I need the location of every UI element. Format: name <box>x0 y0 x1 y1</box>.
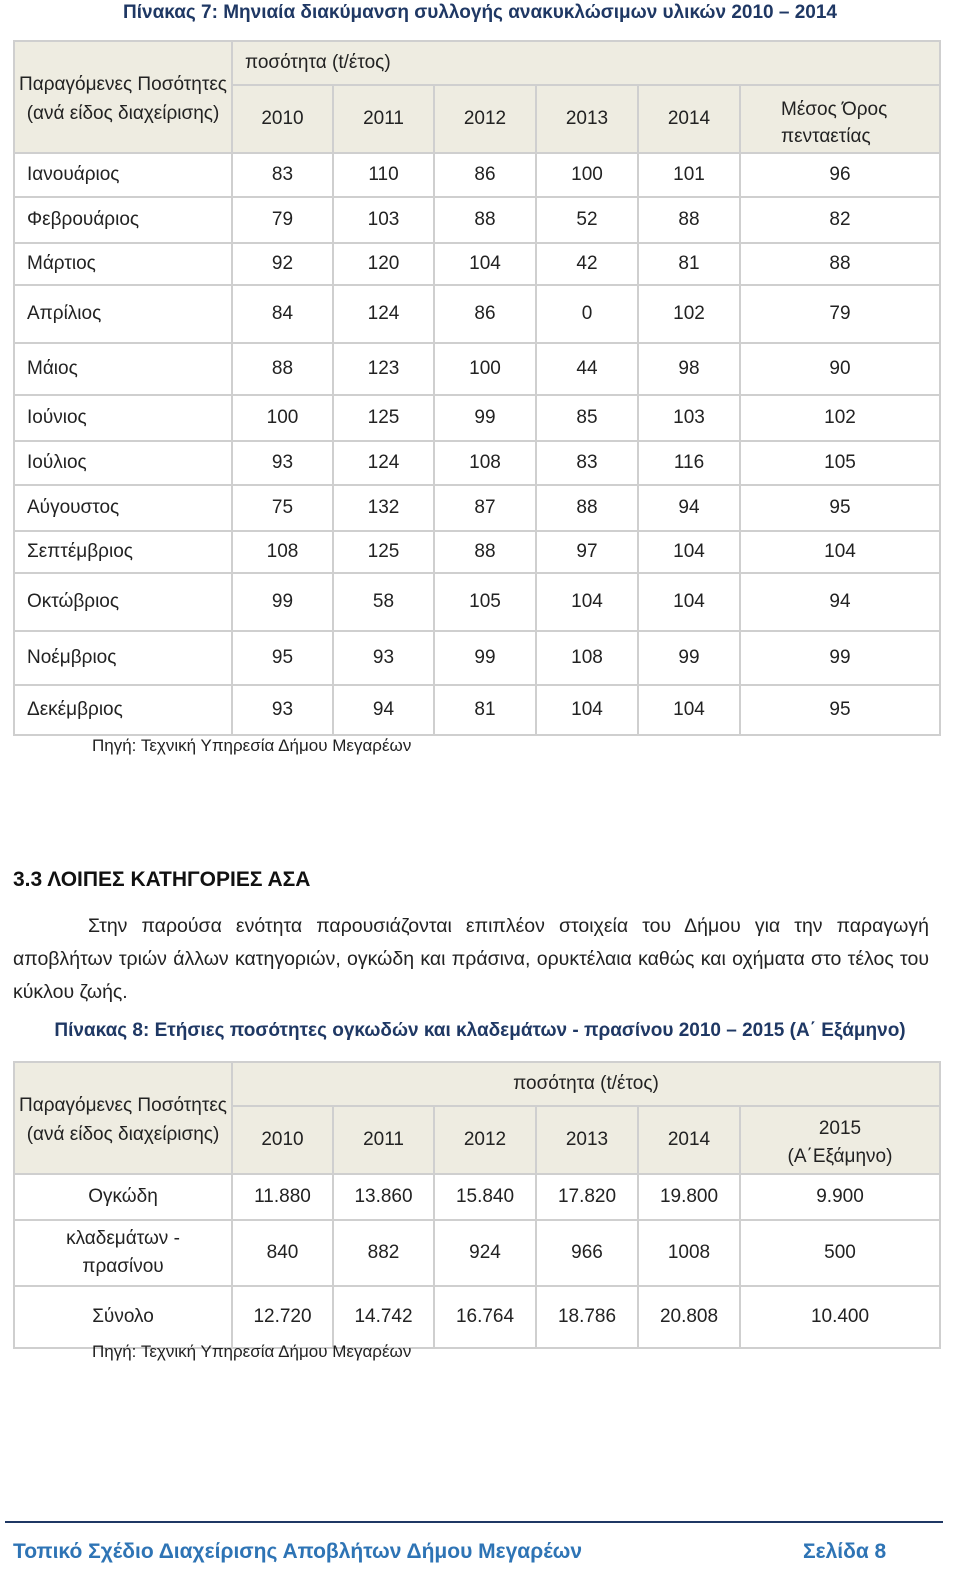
table7-value-cell: 95 <box>232 631 333 685</box>
table7-value-cell: 108 <box>434 441 536 485</box>
table7-row <box>14 485 940 531</box>
footer-page-number: Σελίδα 8 <box>803 1540 887 1563</box>
table7-month-cell: Σεπτέμβριος <box>14 531 232 573</box>
table7-row <box>14 343 940 395</box>
table8-value-cell: 9.900 <box>740 1174 940 1220</box>
table7-value-cell: 104 <box>536 573 638 631</box>
table8-year-header: 2012 <box>434 1106 536 1174</box>
table8-year-header: 2013 <box>536 1106 638 1174</box>
table7-value-cell: 86 <box>434 153 536 197</box>
table8-row <box>14 1174 940 1220</box>
table8-bulky-green-waste <box>13 1061 941 1349</box>
table7-value-cell: 88 <box>536 485 638 531</box>
table7-value-cell: 103 <box>638 395 740 441</box>
table7-value-cell: 102 <box>740 395 940 441</box>
table8-year-header: 2014 <box>638 1106 740 1174</box>
table7-value-cell: 88 <box>434 197 536 243</box>
table7-value-cell: 95 <box>740 485 940 531</box>
table7-value-cell: 81 <box>434 685 536 735</box>
table7-month-cell: Απρίλιος <box>14 285 232 343</box>
table7-row <box>14 685 940 735</box>
table7-month-cell: Δεκέμβριος <box>14 685 232 735</box>
table7-value-cell: 104 <box>638 531 740 573</box>
table7-value-cell: 95 <box>740 685 940 735</box>
table7-row <box>14 197 940 243</box>
table7-value-cell: 87 <box>434 485 536 531</box>
table7-value-cell: 132 <box>333 485 434 531</box>
table7-value-cell: 88 <box>638 197 740 243</box>
table7-value-cell: 86 <box>434 285 536 343</box>
table8-row-header: Παραγόμενες Ποσότητες (ανά είδος διαχείρισης) <box>14 1062 232 1174</box>
table8-value-cell: 10.400 <box>740 1286 940 1348</box>
table7-value-cell: 104 <box>434 243 536 285</box>
table8-year-header: 2015 (Α΄Εξάμηνο) <box>740 1106 940 1174</box>
table7-row <box>14 573 940 631</box>
table8-value-cell: 18.786 <box>536 1286 638 1348</box>
table7-value-cell: 105 <box>434 573 536 631</box>
table8-row <box>14 1286 940 1348</box>
table7-value-cell: 90 <box>740 343 940 395</box>
table7-value-cell: 120 <box>333 243 434 285</box>
table7-row <box>14 153 940 197</box>
table7-year-header: 2014 <box>638 85 740 153</box>
table8-value-cell: 16.764 <box>434 1286 536 1348</box>
table8-year-header: 2010 <box>232 1106 333 1174</box>
table8-value-cell: 500 <box>740 1220 940 1286</box>
table7-value-cell: 92 <box>232 243 333 285</box>
table7-value-cell: 79 <box>232 197 333 243</box>
table7-quantity-label: ποσότητα (t/έτος) <box>232 41 940 85</box>
table8-value-cell: 882 <box>333 1220 434 1286</box>
table8-caption: Πίνακας 8: Ετήσιες ποσότητες ογκωδών και κλαδεμάτων - πρασίνου 2010 – 2015 (Α΄ Εξάμηνο) <box>54 1020 906 1041</box>
table7-month-cell: Ιούλιος <box>14 441 232 485</box>
table8-quantity-label: ποσότητα (t/έτος) <box>232 1062 940 1106</box>
table8-value-cell: 1008 <box>638 1220 740 1286</box>
table7-year-header: 2011 <box>333 85 434 153</box>
table7-value-cell: 75 <box>232 485 333 531</box>
table8-value-cell: 840 <box>232 1220 333 1286</box>
table7-value-cell: 124 <box>333 441 434 485</box>
table7-value-cell: 116 <box>638 441 740 485</box>
table7-value-cell: 104 <box>638 685 740 735</box>
table8-value-cell: 924 <box>434 1220 536 1286</box>
table7-value-cell: 93 <box>232 441 333 485</box>
table7-value-cell: 97 <box>536 531 638 573</box>
table7-value-cell: 108 <box>536 631 638 685</box>
table7-value-cell: 100 <box>232 395 333 441</box>
table7-month-cell: Ιούνιος <box>14 395 232 441</box>
table7-row <box>14 441 940 485</box>
table8-label-cell: Ογκώδη <box>14 1174 232 1220</box>
table7-value-cell: 108 <box>232 531 333 573</box>
table7-row <box>14 631 940 685</box>
table7-value-cell: 100 <box>434 343 536 395</box>
table7-value-cell: 125 <box>333 395 434 441</box>
table7-value-cell: 84 <box>232 285 333 343</box>
table8-value-cell: 14.742 <box>333 1286 434 1348</box>
table8-year-header: 2011 <box>333 1106 434 1174</box>
table7-value-cell: 94 <box>740 573 940 631</box>
table7-month-cell: Νοέμβριος <box>14 631 232 685</box>
footer-document-title: Τοπικό Σχέδιο Διαχείρισης Αποβλήτων Δήμου Μεγαρέων <box>13 1540 583 1563</box>
table7-month-cell: Μάιος <box>14 343 232 395</box>
table7-monthly-recycling <box>13 40 941 736</box>
table7-value-cell: 52 <box>536 197 638 243</box>
table7-row <box>14 395 940 441</box>
table7-value-cell: 104 <box>638 573 740 631</box>
table7-value-cell: 110 <box>333 153 434 197</box>
table7-value-cell: 83 <box>536 441 638 485</box>
table7-value-cell: 99 <box>434 631 536 685</box>
table7-value-cell: 104 <box>536 685 638 735</box>
table7-value-cell: 103 <box>333 197 434 243</box>
table7-value-cell: 85 <box>536 395 638 441</box>
section-title: 3.3 ΛΟΙΠΕΣ ΚΑΤΗΓΟΡΙΕΣ ΑΣΑ <box>13 868 311 891</box>
table7-value-cell: 82 <box>740 197 940 243</box>
section-paragraph-text: Στην παρούσα ενότητα παρουσιάζονται επιπλέον στοιχεία του Δήμου για την παραγωγή αποβλήτων τριών άλλων κατηγοριών, ογκώδη και πράσινα, ορυκτέλαια καθώς και οχήματα στο τέλος του κύκλου ζωής. <box>13 915 929 1003</box>
table7-value-cell: 79 <box>740 285 940 343</box>
table8-value-cell: 12.720 <box>232 1286 333 1348</box>
table8-label-cell: Σύνολο <box>14 1286 232 1348</box>
table7-value-cell: 88 <box>434 531 536 573</box>
table8-value-cell: 15.840 <box>434 1174 536 1220</box>
table7-value-cell: 94 <box>333 685 434 735</box>
table7-month-cell: Οκτώβριος <box>14 573 232 631</box>
table7-value-cell: 88 <box>232 343 333 395</box>
table7-value-cell: 94 <box>638 485 740 531</box>
table8-source: Πηγή: Τεχνική Υπηρεσία Δήμου Μεγαρέων <box>92 1342 412 1361</box>
table7-value-cell: 93 <box>232 685 333 735</box>
table7-year-header: 2013 <box>536 85 638 153</box>
table7-month-cell: Ιανουάριος <box>14 153 232 197</box>
table7-value-cell: 88 <box>740 243 940 285</box>
table7-value-cell: 125 <box>333 531 434 573</box>
table7-value-cell: 100 <box>536 153 638 197</box>
table7-value-cell: 124 <box>333 285 434 343</box>
table7-value-cell: 58 <box>333 573 434 631</box>
table7-value-cell: 44 <box>536 343 638 395</box>
table7-avg-header: Μέσος Όρος πενταετίας <box>740 85 940 153</box>
table7-value-cell: 83 <box>232 153 333 197</box>
table8-value-cell: 13.860 <box>333 1174 434 1220</box>
table7-value-cell: 99 <box>740 631 940 685</box>
table8-value-cell: 11.880 <box>232 1174 333 1220</box>
table7-value-cell: 81 <box>638 243 740 285</box>
table7-source: Πηγή: Τεχνική Υπηρεσία Δήμου Μεγαρέων <box>92 736 412 755</box>
table8-value-cell: 17.820 <box>536 1174 638 1220</box>
table7-caption: Πίνακας 7: Μηνιαία διακύμανση συλλογής ανακυκλώσιμων υλικών 2010 – 2014 <box>123 2 837 23</box>
table7-value-cell: 105 <box>740 441 940 485</box>
table7-value-cell: 98 <box>638 343 740 395</box>
table7-value-cell: 104 <box>740 531 940 573</box>
table7-month-cell: Αύγουστος <box>14 485 232 531</box>
table7-row <box>14 285 940 343</box>
table7-month-cell: Μάρτιος <box>14 243 232 285</box>
table7-month-cell: Φεβρουάριος <box>14 197 232 243</box>
table7-row <box>14 243 940 285</box>
table7-row <box>14 531 940 573</box>
table7-year-header: 2012 <box>434 85 536 153</box>
table7-value-cell: 99 <box>638 631 740 685</box>
table8-label-cell: κλαδεμάτων - πρασίνου <box>14 1220 232 1286</box>
footer-divider <box>5 1521 943 1523</box>
table7-value-cell: 0 <box>536 285 638 343</box>
table8-value-cell: 20.808 <box>638 1286 740 1348</box>
table7-year-header: 2010 <box>232 85 333 153</box>
table7-value-cell: 101 <box>638 153 740 197</box>
section-paragraph <box>13 910 929 1009</box>
table7-value-cell: 93 <box>333 631 434 685</box>
table7-value-cell: 102 <box>638 285 740 343</box>
table7-value-cell: 123 <box>333 343 434 395</box>
table7-value-cell: 96 <box>740 153 940 197</box>
table7-row-header: Παραγόμενες Ποσότητες (ανά είδος διαχείρισης) <box>14 41 232 153</box>
table7-value-cell: 99 <box>232 573 333 631</box>
table8-value-cell: 966 <box>536 1220 638 1286</box>
table7-value-cell: 99 <box>434 395 536 441</box>
table8-value-cell: 19.800 <box>638 1174 740 1220</box>
table8-row <box>14 1220 940 1286</box>
table7-value-cell: 42 <box>536 243 638 285</box>
